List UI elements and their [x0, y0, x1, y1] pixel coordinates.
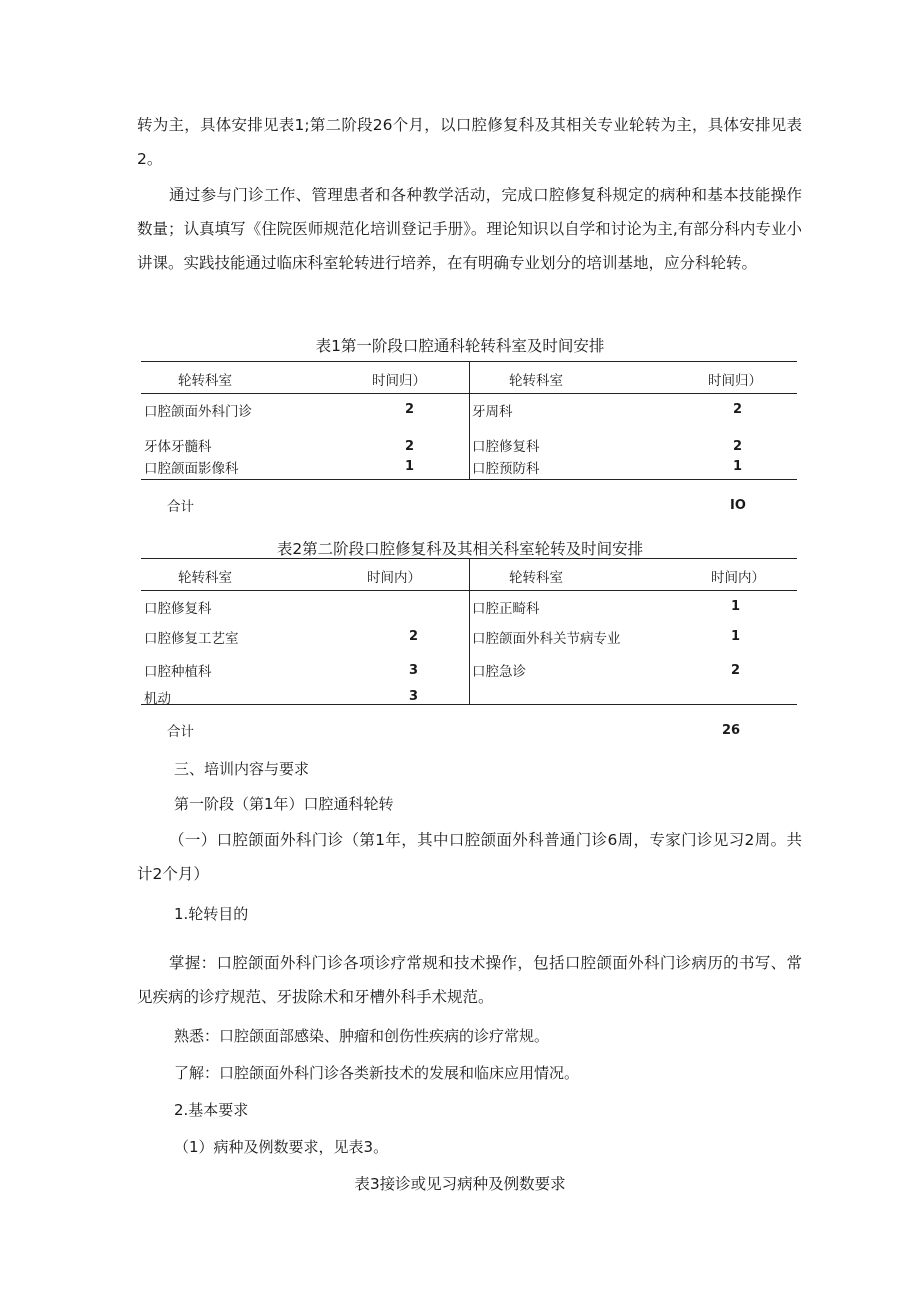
- stage-heading: 第一阶段（第1年）口腔通科轮转: [174, 795, 394, 813]
- table1-header-dept-left: 轮转科室: [178, 373, 232, 389]
- table1-row3-right-dept: 口腔预防科: [472, 461, 540, 477]
- understand-paragraph: 了解：口腔颌面外科门诊各类新技术的发展和临床应用情况。: [174, 1064, 580, 1082]
- table2-row2-right-dept: 口腔颌面外科关节病专业: [472, 631, 621, 647]
- table1-row1-right-time: 2: [733, 402, 743, 417]
- table1-total-label: 合计: [167, 499, 194, 515]
- table2-row3-right-time: 2: [731, 663, 741, 678]
- table2-row3-left-time: 3: [409, 663, 419, 678]
- table2-total-label: 合计: [167, 724, 194, 740]
- requirement-1: （1）病种及例数要求，见表3。: [174, 1138, 389, 1156]
- table3-caption: 表3接诊或见习病种及例数要求: [354, 1175, 566, 1193]
- table2-row1-right-time: 1: [731, 599, 741, 614]
- table2-row2-left-time: 2: [409, 629, 419, 644]
- intro-paragraph-2: 通过参与门诊工作、管理患者和各种教学活动，完成口腔修复科规定的病种和基本技能操作数量；认真填写《住院医师规范化培训登记手册》。理论知识以自学和讨论为主,有部分科内专业小讲课。实践技能通过临床科室轮转进行培养，在有明确专业划分的培训基地，应分科轮转。: [137, 186, 802, 272]
- table2-header-dept-right: 轮转科室: [509, 570, 563, 586]
- table2-header-dept-left: 轮转科室: [178, 570, 232, 586]
- table2-divider: [469, 558, 470, 704]
- basic-requirements-heading: 2.基本要求: [174, 1101, 249, 1119]
- table1-row2-right-dept: 口腔修复科: [472, 439, 540, 455]
- table1-row2-left-dept: 牙体牙髓科: [144, 439, 212, 455]
- table1-row3-left-time: 1: [405, 459, 415, 474]
- section-heading: 三、培训内容与要求: [174, 760, 310, 778]
- goal-heading: 1.轮转目的: [174, 905, 249, 923]
- table1-total-value: IO: [730, 498, 746, 513]
- table1-bottom-rule: [141, 479, 797, 480]
- table2-row1-left-dept: 口腔修复科: [144, 601, 212, 617]
- intro-paragraph-1: 转为主，具体安排见表1;第二阶段26个月，以口腔修复科及其相关专业轮转为主，具体安排见表2。: [137, 116, 802, 168]
- table1-header-dept-right: 轮转科室: [509, 373, 563, 389]
- familiar-paragraph: 熟悉：口腔颌面部感染、肿瘤和创伤性疾病的诊疗常规。: [174, 1027, 550, 1045]
- table2-header-time-right: 时间内）: [711, 570, 765, 586]
- table2-row2-left-dept: 口腔修复工艺室: [144, 631, 239, 647]
- subsection-oral-surgery: （一）口腔颌面外科门诊（第1年，其中口腔颌面外科普通门诊6周，专家门诊见习2周。共计2个月）: [137, 831, 802, 883]
- table2-row4-left-time: 3: [409, 689, 419, 704]
- table2-row3-left-dept: 口腔种植科: [144, 664, 212, 680]
- table1-row3-left-dept: 口腔颌面影像科: [144, 461, 239, 477]
- table1-row1-left-dept: 口腔颌面外科门诊: [144, 404, 252, 420]
- master-paragraph: 掌握：口腔颌面外科门诊各项诊疗常规和技术操作，包括口腔颌面外科门诊病历的书写、常见疾病的诊疗规范、牙拔除术和牙槽外科手术规范。: [137, 954, 802, 1006]
- table1-row2-right-time: 2: [733, 439, 743, 454]
- table1-row3-right-time: 1: [733, 459, 743, 474]
- table2-bottom-rule: [141, 704, 797, 705]
- table2-caption: 表2第二阶段口腔修复科及其相关科室轮转及时间安排: [276, 540, 644, 558]
- table2-row4-left-dept: 机动: [144, 691, 171, 707]
- table1-divider: [469, 361, 470, 479]
- table2-total-value: 26: [722, 723, 741, 738]
- table2-header-time-left: 时间内）: [367, 570, 421, 586]
- table1-header-time-right: 时间归）: [708, 373, 762, 389]
- table2-row1-right-dept: 口腔正畸科: [472, 601, 540, 617]
- table2-row3-right-dept: 口腔急诊: [472, 664, 526, 680]
- table2-row2-right-time: 1: [731, 629, 741, 644]
- table1-caption: 表1第一阶段口腔通科轮转科室及时间安排: [315, 337, 605, 355]
- table1-row1-right-dept: 牙周科: [472, 404, 513, 420]
- table1-header-time-left: 时间归）: [372, 373, 426, 389]
- table1-row1-left-time: 2: [405, 402, 415, 417]
- table1-row2-left-time: 2: [405, 439, 415, 454]
